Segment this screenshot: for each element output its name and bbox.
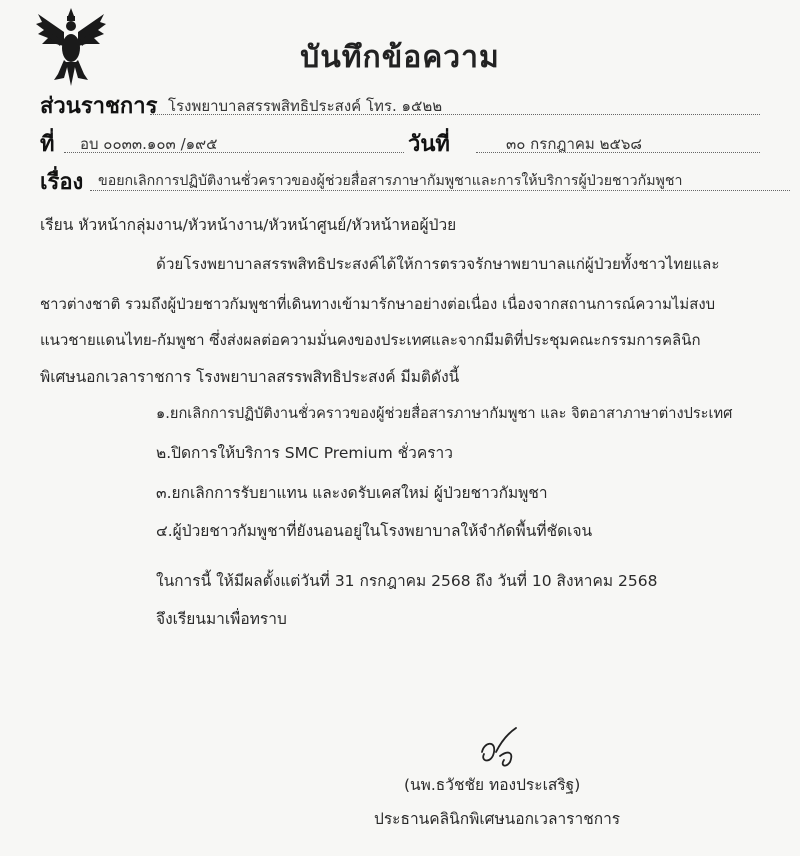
subject-label: เรื่อง	[40, 170, 84, 195]
paragraph-line-4: พิเศษนอกเวลาราชการ โรงพยาบาลสรรพสิทธิประสงค์ มีมติดังนี้	[40, 368, 460, 386]
signatory-position: ประธานคลินิกพิเศษนอกเวลาราชการ	[374, 810, 621, 828]
effective-period: ในการนี้ ให้มีผลตั้งแต่วันที่ 31 กรกฎาคม 2568 ถึง วันที่ 10 สิงหาคม 2568	[156, 572, 658, 590]
list-item: ๑.ยกเลิกการปฏิบัติงานชั่วคราวของผู้ช่วยสื่อสารภาษากัมพูชา และ จิตอาสาภาษาต่างประเทศ	[156, 405, 733, 422]
signature-mark	[470, 722, 530, 772]
date-label: วันที่	[408, 132, 450, 157]
memo-title: บันทึกข้อความ	[300, 40, 500, 75]
subject-value: ขอยกเลิกการปฏิบัติงานชั่วคราวของผู้ช่วยสื่อสารภาษากัมพูชาและการให้บริการผู้ป่วยชาวกัมพูชา	[98, 173, 683, 189]
list-item: ๓.ยกเลิกการรับยาแทน และงดรับเคสใหม่ ผู้ป่วยชาวกัมพูชา	[156, 484, 548, 502]
paragraph-line-2: ชาวต่างชาติ รวมถึงผู้ป่วยชาวกัมพูชาที่เดินทางเข้ามารักษาอย่างต่อเนื่อง เนื่องจากสถานการณ์ความไม่สงบ	[40, 295, 716, 313]
ref-label: ที่	[40, 132, 55, 157]
ref-value: อบ ๐๐๓๓.๑๐๓ /๑๙๕	[80, 135, 218, 153]
date-value: ๓๐ กรกฎาคม ๒๕๖๘	[506, 135, 642, 153]
signatory-name: (นพ.ธวัชชัย ทองประเสริฐ)	[404, 776, 581, 794]
paragraph-line-1: ด้วยโรงพยาบาลสรรพสิทธิประสงค์ได้ให้การตรวจรักษาพยาบาลแก่ผู้ป่วยทั้งชาวไทยและ	[156, 255, 720, 273]
agency-value: โรงพยาบาลสรรพสิทธิประสงค์ โทร. ๑๕๒๒	[168, 97, 443, 115]
salutation: เรียน หัวหน้ากลุ่มงาน/หัวหน้างาน/หัวหน้าศูนย์/หัวหน้าหอผู้ป่วย	[40, 216, 457, 234]
list-item: ๔.ผู้ป่วยชาวกัมพูชาที่ยังนอนอยู่ในโรงพยาบาลให้จำกัดพื้นที่ชัดเจน	[156, 522, 593, 540]
list-item: ๒.ปิดการให้บริการ SMC Premium ชั่วคราว	[156, 444, 453, 462]
agency-label: ส่วนราชการ	[40, 94, 158, 119]
paragraph-line-3: แนวชายแดนไทย-กัมพูชา ซึ่งส่งผลต่อความมั่นคงของประเทศและจากมีมติที่ประชุมคณะกรรมการคลินิก	[40, 331, 701, 349]
closing-line: จึงเรียนมาเพื่อทราบ	[156, 610, 287, 628]
